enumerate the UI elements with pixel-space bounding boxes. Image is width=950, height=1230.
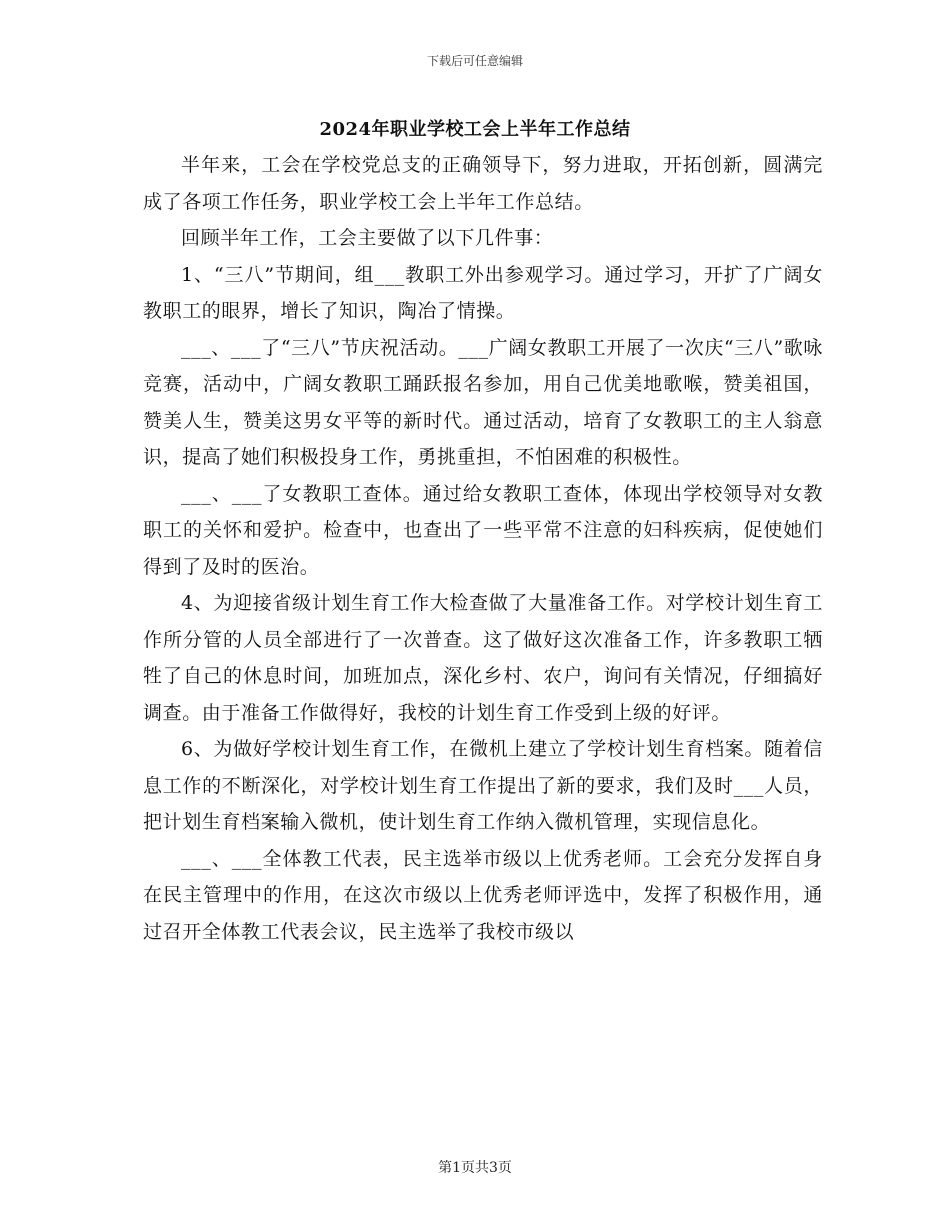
paragraph-item-3: ___、___了女教职工查体。通过给女教职工查体，体现出学校领导对女教职工的关怀和爱护。检查中，也查出了一些平常不注意的妇科疾病，促使她们得到了及时的医治。 [143,482,823,578]
document-body [143,147,823,950]
page-header-note: 下载后可任意编辑 [426,54,523,68]
paragraph-intro: 半年来，工会在学校党总支的正确领导下，努力进取，开拓创新，圆满完成了各项工作任务，职业学校工会上半年工作总结。 [143,154,823,213]
paragraph-item-4: 4、为迎接省级计划生育工作大检查做了大量准备工作。对学校计划生育工作所分管的人员全部进行了一次普查。这了做好这次准备工作，许多教职工牺牲了自己的休息时间，加班加点，深化乡村、农户，询问有关情况，仔细搞好调查。由于准备工作做得好，我校的计划生育工作受到上级的好评。 [143,592,823,724]
page-footer-number: 第1页共3页 [438,1160,512,1176]
document-title: 2024年职业学校工会上半年工作总结 [319,119,631,140]
paragraph-item-7: ___、___全体教工代表，民主选举市级以上优秀老师。工会充分发挥自身在民主管理中的作用，在这次市级以上优秀老师评选中，发挥了积极作用，通过召开全体教工代表会议，民主选举了我校市级以 [143,847,823,943]
paragraph-item-2: ___、___了“三八”节庆祝活动。___广阔女教职工开展了一次庆“三八”歌咏竞赛，活动中，广阔女教职工踊跃报名参加，用自己优美地歌喉，赞美祖国，赞美人生，赞美这男女平等的新时代。通过活动，培育了女教职工的主人翁意识，提高了她们积极投身工作，勇挑重担，不怕困难的积极性。 [143,336,823,468]
paragraph-item-6: 6、为做好学校计划生育工作，在微机上建立了学校计划生育档案。随着信息工作的不断深化，对学校计划生育工作提出了新的要求，我们及时___人员，把计划生育档案输入微机，使计划生育工作纳入微机管理，实现信息化。 [143,738,823,833]
paragraph-review: 回顾半年工作，工会主要做了以下几件事： [181,227,554,249]
paragraph-item-1: 1、“三八”节期间，组___教职工外出参观学习。通过学习，开扩了广阔女教职工的眼界，增长了知识，陶冶了情操。 [143,263,823,322]
